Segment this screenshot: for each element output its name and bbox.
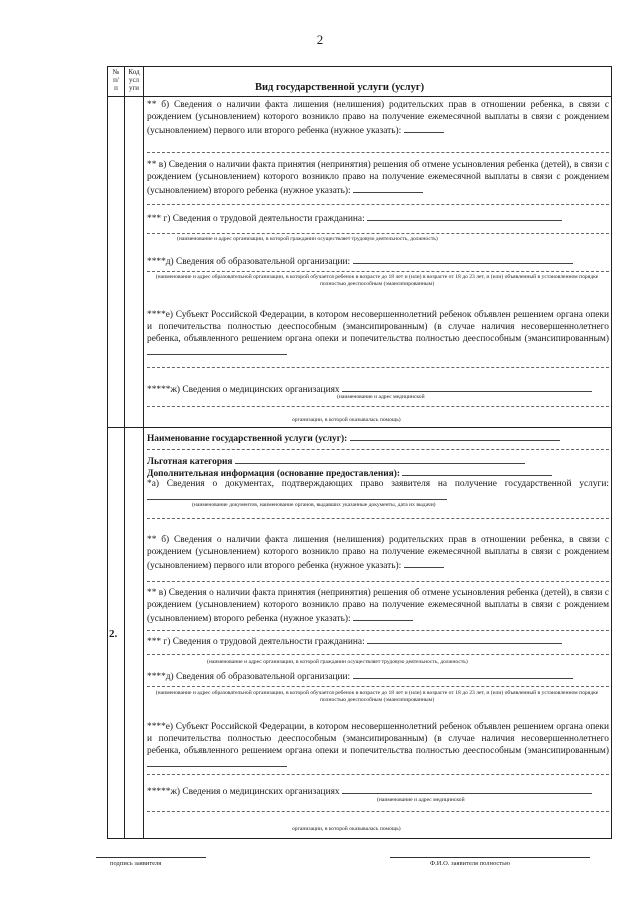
table-border-top	[107, 66, 612, 67]
row2-caption-d: (наименование и адрес образовательной организации, в которой обучается ребенок в возрасте до 18 лет и (или) в возрасте от 18 до 23 лет, и (или) объявленный в установленном порядке полностью дееспособным (эмансипированным)	[155, 690, 599, 703]
table-col-divider-1	[124, 66, 125, 839]
row2-caption-a: (наименование документов, наименование органов, выдавших указанные документы, дата их выдачи)	[192, 502, 436, 508]
table-col-divider-2	[143, 66, 144, 839]
row-divider	[107, 427, 612, 428]
row2-caption-zh-2: организации, в которой оказывалась помощь)	[292, 826, 401, 832]
header-col-code: Код усл уги	[128, 68, 140, 92]
fill-line	[147, 654, 609, 655]
row2-number: 2.	[109, 628, 118, 640]
fio-line	[390, 857, 590, 858]
signature-line	[96, 857, 206, 858]
fill-line	[147, 204, 609, 205]
page-number: 2	[316, 32, 324, 47]
fio-caption: Ф.И.О. заявителя полностью	[430, 860, 510, 867]
row2-additional: Дополнительная информация (основание предоставления):	[147, 466, 609, 480]
fill-line	[147, 581, 609, 582]
signature-caption: подпись заявителя	[110, 860, 162, 867]
services-table	[107, 66, 612, 839]
row1-item-zh: *****ж) Сведения о медицинских организациях	[147, 382, 609, 396]
fill-line	[147, 518, 609, 519]
fill-line	[147, 271, 609, 272]
row1-item-g: *** г) Сведения о трудовой деятельности гражданина:	[147, 211, 609, 225]
row2-item-g: *** г) Сведения о трудовой деятельности гражданина:	[147, 634, 609, 648]
fill-line	[147, 152, 609, 153]
fill-line	[147, 367, 609, 368]
row1-caption-zh-1: (наименование и адрес медицинской	[337, 394, 425, 400]
fill-line	[147, 774, 609, 775]
row2-caption-zh-1: (наименование и адрес медицинской	[377, 797, 465, 803]
table-border-right	[611, 66, 612, 839]
row2-title: Наименование государственной услуги (услуг):	[147, 431, 609, 445]
row1-item-v: ** в) Сведения о наличии факта принятия (непринятия) решения об отмене усыновления ребенка (детей), в связи с рождением (усыновлением) которого возникло право на получение ежемесячной выплаты в связи с рождением (усыновлением) второго ребенка (нужное указать):	[147, 160, 609, 196]
row2-item-zh: *****ж) Сведения о медицинских организациях	[147, 784, 609, 798]
row1-item-d: ****д) Сведения об образовательной организации:	[147, 254, 609, 268]
header-col-number: № п/ п	[112, 68, 120, 92]
row2-category: Льготная категория	[147, 454, 609, 468]
fill-line	[147, 686, 609, 687]
row1-item-b: ** б) Сведения о наличии факта лишения (нелишения) родительских прав в отношении ребенка, в связи с рождением (усыновлением) которого возникло право на получение ежемесячной выплаты в связи с рождением (усыновлением) первого или второго ребенка (нужное указать):	[147, 100, 609, 136]
fill-line	[147, 630, 609, 631]
row1-caption-g: (наименование и адрес организации, в которой гражданин осуществляет трудовую деятельность, должность)	[177, 236, 438, 242]
row2-item-b: ** б) Сведения о наличии факта лишения (нелишения) родительских прав в отношении ребенка, в связи с рождением (усыновлением) которого возникло право на получение ежемесячной выплаты в связи с рождением (усыновлением) первого или второго ребенка (нужное указать):	[147, 535, 609, 571]
row2-item-d: ****д) Сведения об образовательной организации:	[147, 669, 609, 683]
fill-line	[147, 449, 609, 450]
row2-item-e: ****е) Субъект Российской Федерации, в котором несовершеннолетний ребенок объявлен решением органа опеки и попечительства полностью дееспособным (эмансипированным) (в случае наличия несовершеннолетнего ребенка, объявленного решением органа опеки и попечительства полностью дееспособным (эмансипированным)	[147, 721, 609, 771]
header-col-title: Вид государственной услуги (услуг)	[255, 82, 425, 93]
fill-line	[147, 233, 609, 234]
row2-caption-g: (наименование и адрес организации, в которой гражданин осуществляет трудовую деятельность, должность)	[207, 659, 468, 665]
row1-item-e: ****е) Субъект Российской Федерации, в котором несовершеннолетний ребенок объявлен решением органа опеки и попечительства полностью дееспособным (эмансипированным) (в случае наличия несовершеннолетнего ребенка, объявленного решением органа опеки и попечительства полностью дееспособным (эмансипированным)	[147, 309, 609, 359]
row2-item-v: ** в) Сведения о наличии факта принятия (непринятия) решения об отмене усыновления ребенка (детей), в связи с рождением (усыновлением) которого возникло право на получение ежемесячной выплаты в связи с рождением (усыновлением) второго ребенка (нужное указать):	[147, 588, 609, 624]
table-border-left	[107, 66, 108, 839]
fill-line	[147, 811, 609, 812]
row1-caption-d: (наименование и адрес образовательной организации, в которой обучается ребенок в возрасте до 18 лет и (или) в возрасте от 18 до 23 лет, и (или) объявленный в установленном порядке полностью дееспособным (эмансипированным)	[155, 274, 599, 287]
row1-caption-zh-2: организации, в которой оказывалась помощь)	[292, 417, 401, 423]
table-border-bottom	[107, 838, 612, 839]
fill-line	[147, 406, 609, 407]
header-divider	[107, 96, 612, 97]
row2-item-a: *а) Сведения о документах, подтверждающих право заявителя на получение государственной услуги:	[147, 478, 609, 504]
